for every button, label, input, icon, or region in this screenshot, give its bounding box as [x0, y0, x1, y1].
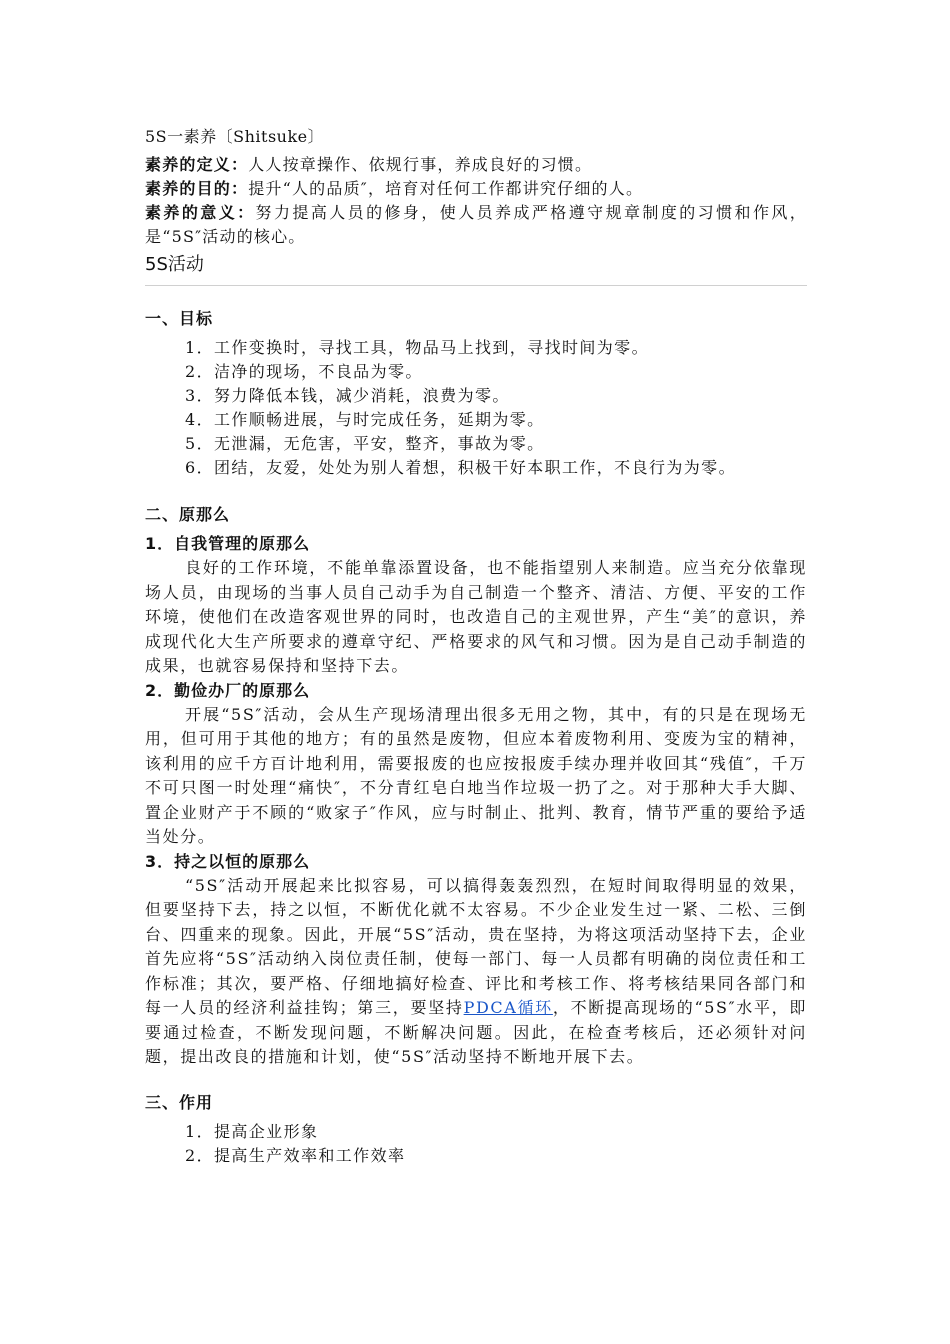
- list-item: 1．提高企业形象: [185, 1121, 319, 1141]
- effects-title: 三、作用: [145, 1092, 214, 1112]
- purpose-text: 提升“人的品质″，培育对任何工作都讲究仔细的人。: [248, 179, 644, 198]
- list-item: 1．工作变换时，寻找工具，物品马上找到，寻找时间为零。: [185, 338, 649, 357]
- list-item: 6．团结，友爱，处处为别人着想，积极干好本职工作，不良行为为零。: [185, 458, 736, 477]
- list-item: 3．努力降低本钱，减少消耗，浪费为零。: [185, 386, 510, 405]
- list-item: 5．无泄漏，无危害，平安，整齐，事故为零。: [185, 434, 545, 453]
- principle-2-title: 2．勤俭办厂的原那么: [145, 680, 311, 700]
- effects-list: [145, 1120, 807, 1168]
- list-item: 2．提高生产效率和工作效率: [185, 1145, 406, 1165]
- definition-label: 素养的定义：: [145, 155, 249, 174]
- definition-line: [145, 153, 807, 177]
- goals-title: 一、目标: [145, 309, 214, 328]
- purpose-label: 素养的目的：: [145, 179, 249, 198]
- purpose-line: [145, 177, 807, 201]
- principle-3-text-after: ，不断提高现场的“5S″水平，即要通过检查，不断发现问题，不断解决问题。因此，在检查考核后，还必须针对问题，提出改良的措施和计划，使“5S″活动坚持不断地开展下去。: [145, 998, 807, 1066]
- principles-title: 二、原那么: [145, 505, 231, 524]
- meaning-text: 努力提高人员的修身，使人员养成严格遵守规章制度的习惯和作风，是“5S″活动的核心。: [145, 203, 807, 246]
- list-item: 4．工作顺畅进展，与时完成任务，延期为零。: [185, 410, 545, 429]
- principle-1-title: 1．自我管理的原那么: [145, 534, 311, 553]
- principle-3-text: [145, 874, 807, 1070]
- pdca-link[interactable]: PDCA循环: [463, 998, 553, 1017]
- principle-1-text: 良好的工作环境，不能单靠添置设备，也不能指望别人来制造。应当充分依靠现场人员，由现场的当事人员自己动手为自己制造一个整齐、清洁、方便、平安的工作环境，使他们在改造客观世界的同时，也改造自己的主观世界，产生“美″的意识，养成现代化大生产所要求的遵章守纪、严格要求的风气和习惯。因为是自己动手制造的成果，也就容易保持和坚持下去。: [145, 558, 807, 675]
- goals-list: [145, 336, 807, 480]
- meaning-label: 素养的意义：: [145, 203, 256, 222]
- activity-title: 5S活动: [145, 254, 204, 275]
- definition-text: 人人按章操作、依规行事，养成良好的习惯。: [248, 155, 593, 174]
- document-page: [145, 124, 807, 1168]
- meaning-line: [145, 201, 807, 249]
- principle-3-text-before: “5S″活动开展起来比拟容易，可以搞得轰轰烈烈，在短时间取得明显的效果，但要坚持下去，持之以恒，不断优化就不太容易。不少企业发生过一紧、二松、三倒台、四重来的现象。因此，开展“5S″活动，贵在坚持，为将这项活动坚持下去，企业首先应将“5S″活动纳入岗位责任制，使每一部门、每一人员都有明确的岗位责任和工作标准；其次，要严格、仔细地搞好检查、评比和考核工作、将考核结果同各部门和每一人员的经济利益挂钩；第三，要坚持: [145, 875, 807, 1017]
- list-item: 2．洁净的现场，不良品为零。: [185, 362, 423, 381]
- principle-3-title: 3．持之以恒的原那么: [145, 851, 311, 871]
- shitsuke-heading: 5S一素养〔Shitsuke〕: [145, 127, 325, 146]
- section-divider: [145, 285, 807, 286]
- principle-2-text: 开展“5S″活动，会从生产现场清理出很多无用之物，其中，有的只是在现场无用，但可用于其他的地方；有的虽然是废物，但应本着废物利用、变废为宝的精神，该利用的应千方百计地利用，需要报废的也应按报废手续办理并收回其“残值″，千万不可只图一时处理“痛快″，不分青红皂白地当作垃圾一扔了之。对于那种大手大脚、置企业财产于不顾的“败家子″作风，应与时制止、批判、教育，情节严重的要给予适当处分。: [145, 704, 807, 846]
